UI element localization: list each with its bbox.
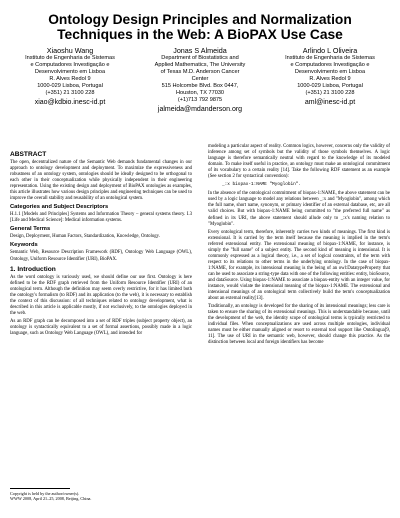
author-affiliation-line: e Computadores Investigação e <box>30 62 110 68</box>
introduction-heading: 1. Introduction <box>10 265 56 273</box>
footnote-rule <box>10 488 70 489</box>
right-column <box>208 144 390 349</box>
author-email: aml@inesc-id.pt <box>304 99 356 106</box>
copyright-footnote <box>10 488 192 502</box>
author-name: Jonas S Almeida <box>173 46 227 55</box>
author-3 <box>266 46 394 114</box>
body-paragraph: Traditionally, an ontology is developed for the sharing of its intensional meanings; less care is taken to ensure the sharing of its extensional meanings. This is understandable because, until the development of the web, the identity scope of ontological terms is typically restricted to individual files. When conceptualizations are used across multiple ontologies, individual names must be either manually aligned or resort to external tool support like Ontolingua[9, 11]. The use of URI in the semantic web, however, should change this practice. As the distinction between local and foreign identifiers has become <box>208 304 390 346</box>
author-name: Arlindo L Oliveira <box>302 46 358 55</box>
body-paragraph: In the absence of the ontological commitment of biopax-1:NAME, the above statement can be used by a logic language to model any relations between _:x and "Myoglobin", among which the full name, short name, synonym, or primary identifier of an external database, etc, are all valid choices. But with biopax-1:NAME being committed to "the preferred full name" as defined in its URI, the above statement should allude only to _:x's naming relation to "Myoglobin". <box>208 191 390 227</box>
body-paragraph: modeling a particular aspect of reality. Common logics, however, concerns only the validity of inference among set of symbols but the validity of those symbols themselves. A logic language is therefore semantically neutral with regard to the knowledge of its modeled domain. To make itself useful in practice, an ontology must make an ontological commitment of its vocabulary to a certain reality [14]. Take the following RDF statement as an example (See section 2 for syntactical convention): <box>208 144 390 180</box>
author-email: jalmeida@mdanderson.org <box>157 106 243 113</box>
author-affiliation-line: Instituto de Engenharia de Sistemas <box>25 55 115 61</box>
author-affiliation-line: (+1)713 792 9875 <box>177 97 223 103</box>
categories-text: H.1.1 [Models and Principles] Systems and Information Theory – general systems theory. I.3 [Life and Medical Science]: Medical information systems. <box>10 212 192 224</box>
author-affiliation-line: 1000-029 Lisboa, Portugal <box>297 83 363 89</box>
author-name: Xiaoshu Wang <box>46 46 94 55</box>
author-1 <box>6 46 134 114</box>
categories-heading: Categories and Subject Descriptors <box>10 204 109 211</box>
introduction-paragraph: As an RDF graph can be decomposed into a set of RDF triples (subject property object), an ontology is syntactically equivalent to a set of formal assertions, possibly made in a logic language, such as Ontology Web Language (OWL), and intended for <box>10 318 192 336</box>
paper-title: Ontology Design Principles and Normalization Techniques in the Web: A BioPAX Use Case <box>48 12 352 42</box>
author-affiliation-line: Instituto de Engenharia de Sistemas <box>285 55 375 61</box>
keywords-heading: Keywords <box>10 242 38 249</box>
author-affiliation-line: Center <box>191 76 209 82</box>
author-block <box>6 46 394 114</box>
body-paragraph: Every ontological term, therefore, inherently carries two kinds of meanings. The first kind is extensional. It is carried by the term itself because the meaning is implied in the term's referred extensional entity. The extensional meaning of biopax-1:NAME, for instance, is simply the "full name" of a subject entity. The second kind of meaning is intensional. It is commonly expressed as a logical theory, i.e., a set of logical constraints, of the term with respect to its relations to other terms in the underlying ontology. In the case of biopax-1:NAME, for example, its intensional meaning is the being of an owl:DatatypeProperty that can be used to associate a string-type data with one of the following entities: entity, bioSource, and dataSource. Using biopax-1:NAME to associate a biopax-entity with an integer value, for instance, would violate the intensional meaning of the biopax-1:NAME. The extensional and intensional meanings of an ontological term collectively build the term's conceptualization about an external reality[13]. <box>208 229 390 302</box>
author-affiliation-line: (+351) 21 3100 228 <box>45 90 95 96</box>
general-terms-text: Design, Deployment, Human Factors, Standardization, Knowledge, Ontology. <box>10 234 160 240</box>
author-affiliation-line: R. Alves Redol 9 <box>309 76 351 82</box>
footnote-line: WWW 2008, April 21–25, 2008, Beijing, China. <box>10 496 92 502</box>
author-affiliation-line: (+351) 21 3100 228 <box>305 90 355 96</box>
author-affiliation-line: Desenvolvimento em Lisboa <box>34 69 106 75</box>
introduction-paragraph: As the word ontology is variously used, we should define our use first. Ontology is here defined to be the RDF graph retrieved from the Uniform Resource Identifier (URI) of an ontological term. Although the definition may seem overly restrictive, for it has limited both the ontology's formalism (to RDF) and its application (to the web), it is necessary to establish the context of this discussion: of all techniques related to ontology development, what is described in this article is applicable mostly, if not exclusively, to the ontologies deployed in the web. <box>10 274 192 316</box>
author-affiliation-line: of Texas M.D. Anderson Cancer <box>160 69 240 75</box>
code-example: _:x biopax-1:NAME "Myoglobin". <box>222 182 302 188</box>
author-affiliation-line: e Computadores Investigação e <box>290 62 370 68</box>
author-affiliation-line: Houston, TX 77030 <box>175 90 225 96</box>
author-affiliation-line: 1000-029 Lisboa, Portugal <box>37 83 103 89</box>
general-terms-heading: General Terms <box>10 226 51 233</box>
author-affiliation-line: 515 Holcombe Blvd. Box 0447, <box>161 83 239 89</box>
keywords-text: Semantic Web, Resource Description Framework (RDF), Ontology Web Language (OWL), Ontology, Uniform Resource Identifier (URI), BioPAX. <box>10 250 192 262</box>
author-affiliation-line: Applied Mathematics, The University <box>154 62 246 68</box>
author-affiliation-line: R. Alves Redol 9 <box>49 76 91 82</box>
footnote-line: Copyright is held by the author/owner(s). <box>10 491 80 496</box>
left-column <box>10 148 192 339</box>
author-2 <box>136 46 264 114</box>
author-affiliation-line: Department of Biostatistics and <box>161 55 239 61</box>
author-affiliation-line: Desenvolvimento em Lisboa <box>294 69 366 75</box>
abstract-heading: ABSTRACT <box>10 151 47 158</box>
abstract-text: The open, decentralized nature of the Semantic Web demands fundamental changes in our approach to ontology development and deployment. To maximize the expressiveness and robustness of an ontology system, ontologies should be ideally designed to be orthogonal to each other in their conceptualization while physically independent in their engineering representation. Using the existing design and deployment of BioPAX ontologies as examples, this article illustrates how various design principles and engineering techniques can be used to improve the overall stability and reusability of an ontological system. <box>10 160 192 202</box>
author-email: xiao@kdbio.inesc-id.pt <box>34 99 106 106</box>
